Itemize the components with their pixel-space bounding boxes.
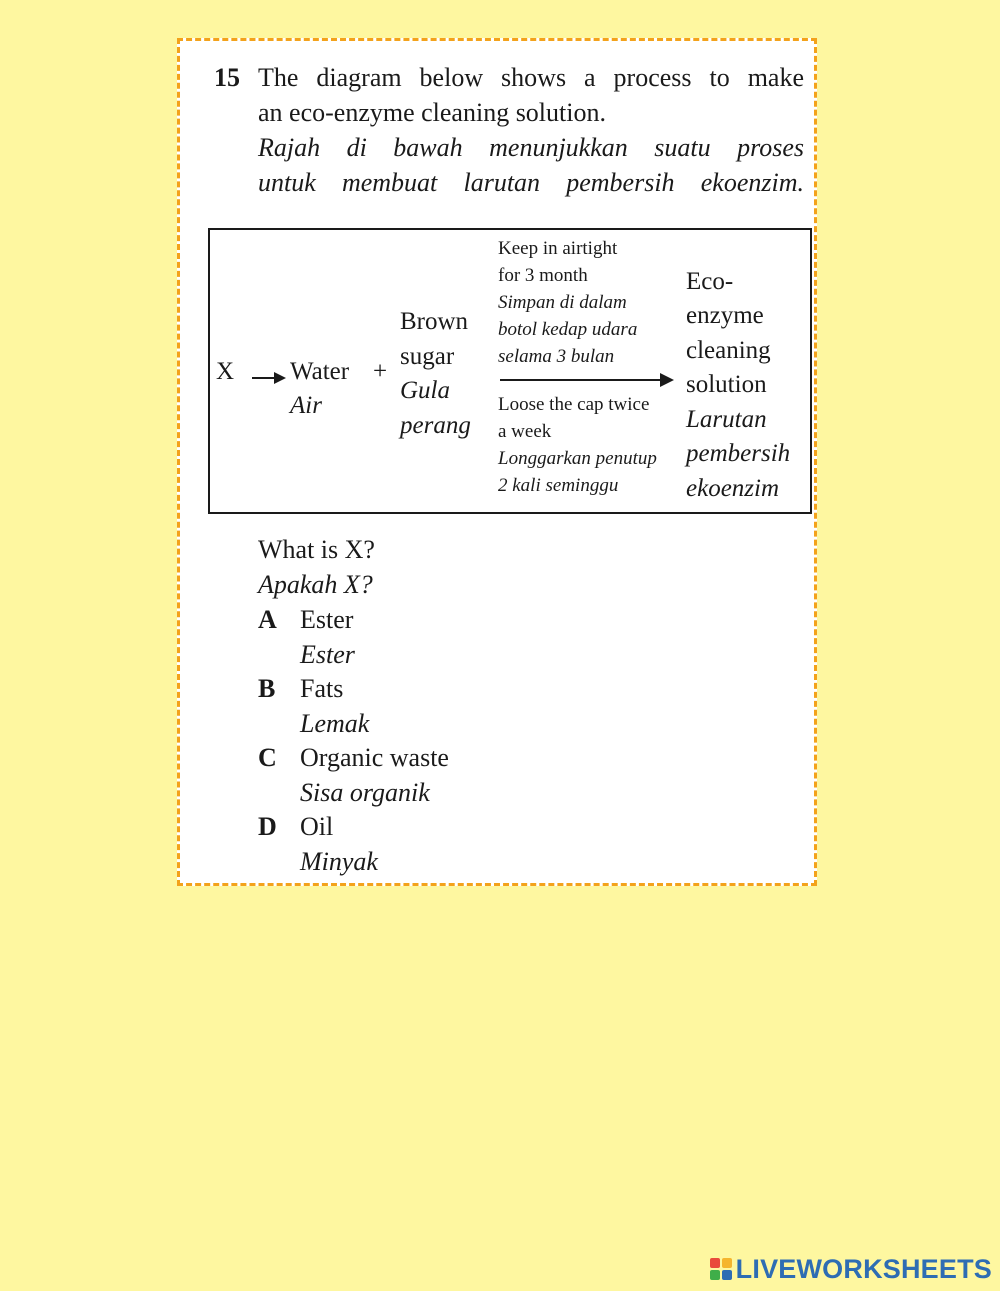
condition-bottom-my-1: Longgarkan penutup xyxy=(498,448,657,469)
option-c-malay: Sisa organik xyxy=(300,778,430,807)
prompt-malay: Apakah X? xyxy=(258,570,373,599)
condition-top-my-3: selama 3 bulan xyxy=(498,346,615,367)
condition-bottom-en-1: Loose the cap twice xyxy=(498,394,650,415)
process-arrow-head xyxy=(660,373,674,387)
x-label: X xyxy=(216,358,235,385)
option-d-text[interactable]: Oil xyxy=(300,812,334,841)
question-number: 15 xyxy=(214,63,240,92)
water-label: Water xyxy=(290,358,350,385)
condition-bottom-en-2: a week xyxy=(498,421,552,442)
option-b-malay: Lemak xyxy=(300,709,370,738)
product-en-4: solution xyxy=(686,371,767,398)
product-en-1: Eco- xyxy=(686,268,734,295)
option-a-text[interactable]: Ester xyxy=(300,605,354,634)
process-diagram xyxy=(208,228,812,514)
brown-sugar-malay-1: Gula xyxy=(400,377,450,404)
brown-sugar-malay-2: perang xyxy=(400,412,471,439)
option-b-text[interactable]: Fats xyxy=(300,674,344,703)
condition-top-my-1: Simpan di dalam xyxy=(498,292,627,313)
product-my-3: ekoenzim xyxy=(686,475,780,502)
plus-sign: + xyxy=(373,358,388,385)
product-en-2: enzyme xyxy=(686,302,764,329)
brown-sugar-label-2: sugar xyxy=(400,343,455,370)
liveworksheets-wordmark: LIVEWORKSHEETS xyxy=(735,1253,992,1284)
stem-malay-line-2: untuk membuat larutan pembersih ekoenzim. xyxy=(258,168,804,197)
condition-top-en-1: Keep in airtight xyxy=(498,238,618,259)
product-my-2: pembersih xyxy=(686,440,791,467)
condition-top-my-2: botol kedap udara xyxy=(498,319,638,340)
option-a-malay: Ester xyxy=(300,640,355,669)
x-arrow-head xyxy=(274,372,286,384)
product-my-1: Larutan xyxy=(686,406,767,433)
stem-english-line-2: an eco-enzyme cleaning solution. xyxy=(258,98,606,127)
stem-malay-line-1: Rajah di bawah menunjukkan suatu proses xyxy=(258,133,804,162)
option-d-malay: Minyak xyxy=(300,847,378,876)
liveworksheets-logo xyxy=(710,1255,992,1283)
option-a-letter[interactable]: A xyxy=(258,605,277,634)
option-d-letter[interactable]: D xyxy=(258,812,277,841)
prompt-english: What is X? xyxy=(258,535,375,564)
stem-english-line-1: The diagram below shows a process to make xyxy=(258,63,804,92)
water-malay-label: Air xyxy=(290,392,322,419)
option-c-letter[interactable]: C xyxy=(258,743,277,772)
condition-top-en-2: for 3 month xyxy=(498,265,588,286)
x-arrow-line xyxy=(252,377,276,379)
product-en-3: cleaning xyxy=(686,337,771,364)
option-b-letter[interactable]: B xyxy=(258,674,276,703)
option-c-text[interactable]: Organic waste xyxy=(300,743,449,772)
question-card xyxy=(177,38,817,886)
liveworksheets-icon xyxy=(710,1258,732,1280)
brown-sugar-label-1: Brown xyxy=(400,308,469,335)
process-arrow-line xyxy=(500,379,664,381)
condition-bottom-my-2: 2 kali seminggu xyxy=(498,475,619,496)
